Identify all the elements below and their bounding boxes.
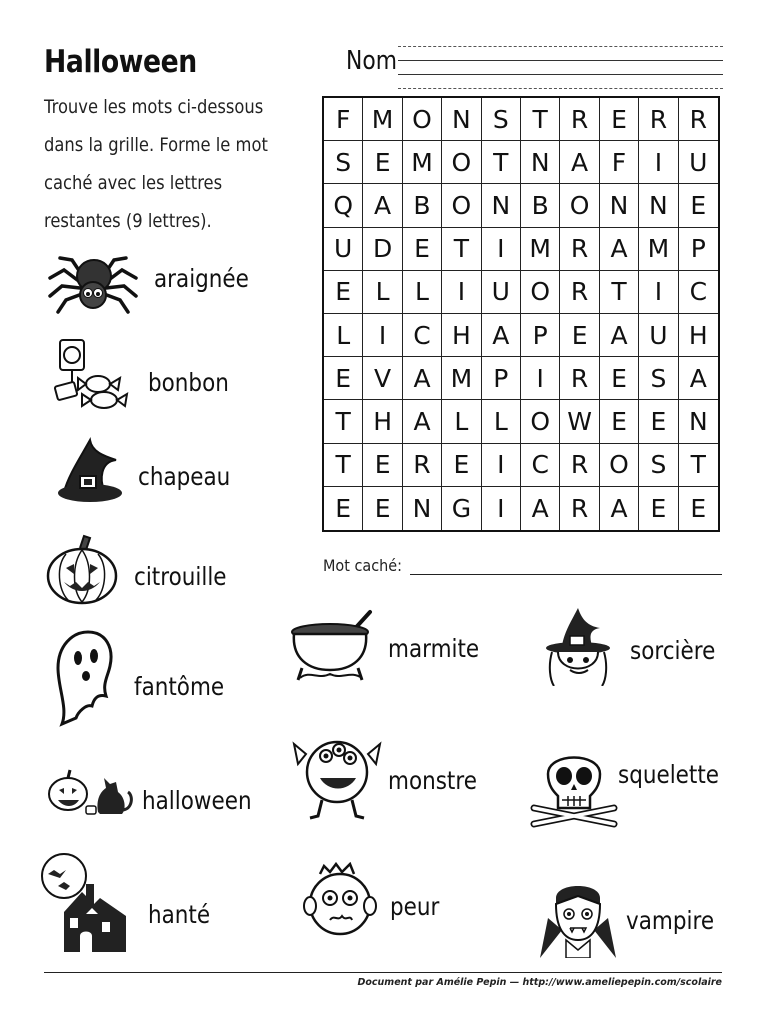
haunted-house-icon <box>40 852 132 952</box>
word-search-grid <box>322 96 720 532</box>
footer-rule <box>44 972 722 973</box>
grid-cell: S <box>324 141 363 184</box>
nom-line-guide <box>398 88 723 89</box>
grid-cell: S <box>482 98 521 141</box>
grid-cell: U <box>639 314 678 357</box>
grid-cell: E <box>403 228 442 271</box>
grid-cell: E <box>600 400 639 443</box>
grid-cell: E <box>600 357 639 400</box>
grid-cell: T <box>442 228 481 271</box>
grid-cell: I <box>363 314 402 357</box>
grid-cell: E <box>560 314 599 357</box>
grid-cell: E <box>639 487 678 530</box>
grid-cell: O <box>442 184 481 227</box>
grid-cell: Q <box>324 184 363 227</box>
word-squelette: squelette <box>618 760 719 789</box>
grid-cell: O <box>521 400 560 443</box>
grid-cell: R <box>560 98 599 141</box>
witch-hat-icon <box>54 436 124 504</box>
grid-cell: T <box>482 141 521 184</box>
grid-cell: V <box>363 357 402 400</box>
word-peur: peur <box>390 892 440 921</box>
grid-cell: R <box>560 271 599 314</box>
pumpkin-cat-icon <box>46 766 136 818</box>
grid-cell: A <box>600 487 639 530</box>
grid-cell: R <box>560 487 599 530</box>
grid-cell: M <box>363 98 402 141</box>
word-sorciere: sorcière <box>630 636 716 665</box>
grid-cell: I <box>482 487 521 530</box>
word-hante: hanté <box>148 900 211 929</box>
grid-cell: A <box>600 314 639 357</box>
grid-cell: A <box>560 141 599 184</box>
grid-cell: N <box>639 184 678 227</box>
word-citrouille: citrouille <box>134 562 227 591</box>
grid-cell: N <box>679 400 718 443</box>
grid-cell: S <box>639 444 678 487</box>
grid-cell: O <box>600 444 639 487</box>
grid-cell: R <box>639 98 678 141</box>
grid-cell: I <box>521 357 560 400</box>
grid-cell: A <box>403 357 442 400</box>
grid-cell: E <box>639 400 678 443</box>
page-title: Halloween <box>44 44 197 80</box>
nom-line[interactable] <box>398 60 723 61</box>
word-halloween: halloween <box>142 786 252 815</box>
grid-cell: T <box>324 400 363 443</box>
pumpkin-icon <box>44 534 120 606</box>
candy-icon <box>52 338 130 412</box>
grid-cell: E <box>690 493 707 523</box>
grid-cell: R <box>560 357 599 400</box>
grid-cell: T <box>600 271 639 314</box>
grid-cell: E <box>324 271 363 314</box>
grid-cell: I <box>482 444 521 487</box>
monster-icon <box>292 734 382 822</box>
spider-icon <box>46 248 140 316</box>
grid-cell: B <box>403 184 442 227</box>
grid-cell: O <box>521 271 560 314</box>
ghost-icon <box>48 628 120 732</box>
grid-cell: I <box>639 141 678 184</box>
grid-cell: O <box>442 141 481 184</box>
grid-cell: U <box>324 228 363 271</box>
grid-cell: E <box>363 487 402 530</box>
grid-cell: M <box>442 357 481 400</box>
grid-cell: T <box>324 444 363 487</box>
grid-cell: A <box>600 228 639 271</box>
footer-credit: Document par Amélie Pepin — http://www.ameliepepin.com/scolaire <box>357 977 722 988</box>
vampire-icon <box>538 878 618 958</box>
mot-cache-label: Mot caché: <box>323 556 402 575</box>
grid-cell: R <box>560 444 599 487</box>
grid-cell: U <box>482 271 521 314</box>
grid-cell: M <box>639 228 678 271</box>
grid-cell: F <box>324 98 363 141</box>
instructions: Trouve les mots ci-dessous dans la grille. Forme le mot caché avec les lettres restantes (9 lettres). <box>44 96 268 232</box>
grid-cell: A <box>363 184 402 227</box>
grid-cell: R <box>679 98 718 141</box>
grid-cell: E <box>363 141 402 184</box>
grid-cell: O <box>403 98 442 141</box>
grid-cell: N <box>442 98 481 141</box>
grid-cell: H <box>363 400 402 443</box>
grid-cell: L <box>324 314 363 357</box>
word-chapeau: chapeau <box>138 462 231 491</box>
nom-line-bottom <box>398 74 723 75</box>
word-fantome: fantôme <box>134 672 225 701</box>
grid-cell: B <box>521 184 560 227</box>
grid-cell: N <box>482 184 521 227</box>
word-monstre: monstre <box>388 766 477 795</box>
grid-cell: M <box>521 228 560 271</box>
grid-cell: P <box>482 357 521 400</box>
grid-cell: A <box>521 487 560 530</box>
grid-cell: C <box>679 271 718 314</box>
grid-cell: H <box>442 314 481 357</box>
grid-cell: A <box>403 400 442 443</box>
grid-cell: L <box>363 271 402 314</box>
grid-cell: R <box>403 444 442 487</box>
grid-cell: I <box>442 271 481 314</box>
mot-cache-answer-line[interactable] <box>410 574 722 575</box>
grid-cell: S <box>639 357 678 400</box>
grid-cell: P <box>521 314 560 357</box>
grid-cell: A <box>482 314 521 357</box>
cauldron-icon <box>288 608 378 684</box>
grid-cell: C <box>403 314 442 357</box>
skull-icon <box>528 744 620 832</box>
word-marmite: marmite <box>388 634 480 663</box>
grid-cell: F <box>600 141 639 184</box>
grid-cell: E <box>679 184 718 227</box>
grid-cell: I <box>482 228 521 271</box>
grid-cell: E <box>324 357 363 400</box>
grid-cell: N <box>521 141 560 184</box>
grid-cell: N <box>600 184 639 227</box>
grid-cell: L <box>403 271 442 314</box>
grid-cell: H <box>679 314 718 357</box>
grid-cell: U <box>679 141 718 184</box>
grid-cell: P <box>679 228 718 271</box>
grid-cell: I <box>639 271 678 314</box>
nom-line-top <box>398 46 723 47</box>
grid-cell: G <box>442 487 481 530</box>
grid-cell: R <box>560 228 599 271</box>
scared-face-icon <box>300 862 382 940</box>
grid-cell: E <box>600 98 639 141</box>
word-bonbon: bonbon <box>148 368 229 397</box>
grid-cell: T <box>521 98 560 141</box>
witch-icon <box>544 606 614 686</box>
grid-cell: A <box>679 357 718 400</box>
nom-label: Nom <box>346 46 397 76</box>
grid-cell: N <box>403 487 442 530</box>
grid-cell: O <box>560 184 599 227</box>
grid-cell: E <box>324 487 363 530</box>
grid-cell: E <box>442 444 481 487</box>
word-araignee: araignée <box>154 264 249 293</box>
word-vampire: vampire <box>626 906 715 935</box>
grid-cell: W <box>560 400 599 443</box>
grid-cell: C <box>521 444 560 487</box>
grid-cell: T <box>679 444 718 487</box>
grid-cell: L <box>442 400 481 443</box>
grid-cell: E <box>363 444 402 487</box>
grid-cell: M <box>403 141 442 184</box>
grid-cell: L <box>482 400 521 443</box>
grid-cell: D <box>363 228 402 271</box>
